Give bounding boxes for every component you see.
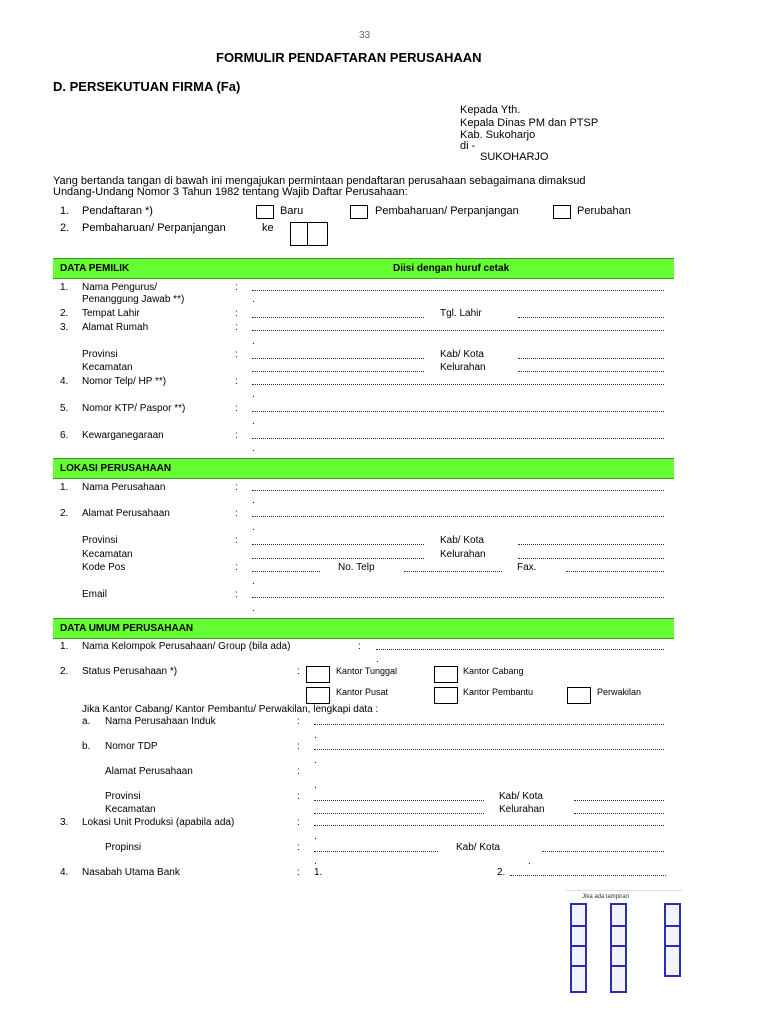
- item-number: 3.: [60, 817, 69, 828]
- field-label: Nasabah Utama Bank: [82, 867, 180, 878]
- section-bar-title: DATA PEMILIK: [60, 263, 130, 274]
- no-telp-field[interactable]: [404, 571, 502, 572]
- field-label: Kelurahan: [499, 804, 545, 815]
- kab-kota-field[interactable]: [518, 544, 664, 545]
- field-label: Email: [82, 589, 108, 600]
- field-label: Kab/ Kota: [440, 349, 484, 360]
- kewarganegaraan-field[interactable]: [252, 438, 664, 439]
- option-label: Perwakilan: [597, 687, 642, 697]
- field-label: No. Telp: [338, 562, 375, 573]
- field-label: Nomor Telp/ HP **): [82, 376, 167, 387]
- field-label: Nomor TDP: [105, 741, 158, 752]
- colon: :: [358, 641, 361, 652]
- item-number: 1.: [60, 282, 69, 293]
- field-label: Kecamatan: [82, 362, 133, 373]
- dot: .: [528, 856, 531, 867]
- intro-line: Yang bertanda tangan di bawah ini mengajukan permintaan pendaftaran perusahaan sebagaimana dimaksud: [53, 175, 586, 187]
- colon: :: [297, 842, 300, 853]
- item-number: 3.: [60, 322, 69, 333]
- colon: :: [297, 716, 300, 727]
- nama-perusahaan-field[interactable]: [252, 490, 664, 491]
- item-letter: b.: [82, 741, 91, 752]
- dot: .: [376, 654, 379, 665]
- field-label: Tempat Lahir: [82, 308, 140, 319]
- recipient-line: Kab. Sukoharjo: [460, 129, 536, 141]
- tempat-lahir-field[interactable]: [252, 317, 424, 318]
- colon: :: [235, 508, 238, 519]
- item-number: 5.: [60, 403, 69, 414]
- dot: .: [314, 730, 317, 741]
- thumbnail-column: [664, 903, 681, 977]
- intro-line: Undang-Undang Nomor 3 Tahun 1982 tentang Wajib Daftar Perusahaan:: [53, 186, 408, 198]
- option-baru-label: Baru: [280, 205, 304, 217]
- alamat-perusahaan-field[interactable]: [252, 516, 664, 517]
- kelurahan-field[interactable]: [518, 558, 664, 559]
- dot: .: [252, 495, 255, 506]
- dot: .: [252, 294, 255, 305]
- field-label: Lokasi Unit Produksi (apabila ada): [82, 817, 235, 828]
- kelompok-perusahaan-field[interactable]: [376, 649, 664, 650]
- field-label: Kab/ Kota: [440, 535, 484, 546]
- dot: .: [252, 603, 255, 614]
- nomor-ktp-field[interactable]: [252, 411, 664, 412]
- item-number: 2.: [60, 508, 69, 519]
- checkbox-baru[interactable]: [256, 205, 274, 219]
- section-bar-lokasi-perusahaan: [53, 458, 674, 479]
- kab-kota-field[interactable]: [518, 358, 664, 359]
- colon: :: [235, 482, 238, 493]
- field-label: Nama Pengurus/: [82, 282, 158, 293]
- field-label: Nama Perusahaan: [82, 482, 166, 493]
- kecamatan-field[interactable]: [314, 813, 484, 814]
- kode-pos-field[interactable]: [252, 571, 320, 572]
- item-number: 1.: [60, 482, 69, 493]
- item-number: 2.: [60, 308, 69, 319]
- page-number: 33: [359, 30, 371, 38]
- field-label: Propinsi: [105, 842, 142, 853]
- field-label: Status Perusahaan *): [82, 666, 178, 677]
- nomor-tdp-field[interactable]: [314, 749, 664, 750]
- unit-produksi-field[interactable]: [314, 825, 664, 826]
- renewal-label: Pembaharuan/ Perpanjangan: [82, 222, 226, 234]
- checkbox-perubahan[interactable]: [553, 205, 571, 219]
- propinsi-field[interactable]: [314, 851, 438, 852]
- colon: :: [235, 430, 238, 441]
- section-bar-data-umum-perusahaan: [53, 618, 674, 639]
- section-bar-note: Diisi dengan huruf cetak: [393, 263, 510, 274]
- recipient-line: di -: [460, 140, 476, 152]
- colon: :: [297, 867, 300, 878]
- provinsi-field[interactable]: [314, 800, 484, 801]
- checkbox-kantor-pusat[interactable]: [306, 687, 330, 704]
- colon: :: [297, 766, 300, 777]
- field-label: Kab/ Kota: [456, 842, 500, 853]
- dot: .: [314, 755, 317, 766]
- renewal-ke-label: ke: [262, 222, 274, 234]
- option-label: Kantor Pembantu: [463, 687, 534, 697]
- dot: .: [314, 831, 317, 842]
- registration-label: Pendaftaran *): [82, 205, 153, 217]
- field-label: Penanggung Jawab **): [82, 294, 185, 305]
- field-label: Provinsi: [82, 349, 118, 360]
- option-label: Kantor Cabang: [463, 666, 524, 676]
- option-label: Kantor Tunggal: [336, 666, 398, 676]
- dot: .: [252, 336, 255, 347]
- item-number: 2.: [60, 666, 69, 677]
- kelurahan-field[interactable]: [574, 813, 664, 814]
- thumbnail-column: [570, 903, 587, 993]
- bank-number: 1.: [314, 867, 323, 878]
- renewal-count-box[interactable]: [307, 222, 328, 246]
- field-label: Alamat Perusahaan: [105, 766, 193, 777]
- item-number: 4.: [60, 376, 69, 387]
- branch-note: Jika Kantor Cabang/ Kantor Pembantu/ Perwakilan, lengkapi data :: [82, 704, 379, 715]
- colon: :: [297, 666, 300, 677]
- dot: .: [252, 522, 255, 533]
- kab-kota-field[interactable]: [542, 851, 664, 852]
- option-perubahan-label: Perubahan: [577, 205, 631, 217]
- dot: .: [252, 416, 255, 427]
- field-label: Kecamatan: [82, 549, 133, 560]
- colon: :: [235, 589, 238, 600]
- checkbox-kantor-pembantu[interactable]: [434, 687, 458, 704]
- section-bar-title: DATA UMUM PERUSAHAAN: [60, 623, 194, 634]
- provinsi-field[interactable]: [252, 544, 424, 545]
- checkbox-kantor-tunggal[interactable]: [306, 666, 330, 683]
- alamat-rumah-field[interactable]: [252, 330, 664, 331]
- field-label: Tgl. Lahir: [440, 308, 482, 319]
- recipient-line: SUKOHARJO: [480, 151, 549, 163]
- section-bar-title: LOKASI PERUSAHAAN: [60, 463, 172, 474]
- kab-kota-field[interactable]: [574, 800, 664, 801]
- dot: .: [314, 780, 317, 791]
- field-label: Alamat Rumah: [82, 322, 149, 333]
- colon: :: [235, 562, 238, 573]
- kecamatan-field[interactable]: [252, 558, 424, 559]
- item-number: 2.: [60, 222, 70, 234]
- thumbnail-caption: Jika ada lampiran: [582, 894, 630, 900]
- perusahaan-induk-field[interactable]: [314, 724, 664, 725]
- checkbox-perwakilan[interactable]: [567, 687, 591, 704]
- item-number: 6.: [60, 430, 69, 441]
- field-label: Provinsi: [82, 535, 118, 546]
- dot: .: [252, 443, 255, 454]
- kelurahan-field[interactable]: [518, 371, 664, 372]
- nama-pengurus-field[interactable]: [252, 290, 664, 291]
- bank-2-field[interactable]: [510, 875, 666, 876]
- recipient-line: Kepada Yth.: [460, 104, 521, 116]
- nomor-telp-field[interactable]: [252, 384, 664, 385]
- section-heading: D. PERSEKUTUAN FIRMA (Fa): [53, 79, 241, 94]
- checkbox-pembaharuan[interactable]: [350, 205, 368, 219]
- colon: :: [235, 403, 238, 414]
- field-label: Kode Pos: [82, 562, 126, 573]
- item-number: 4.: [60, 867, 69, 878]
- fax-field[interactable]: [566, 571, 664, 572]
- dot: .: [252, 576, 255, 587]
- field-label: Kelurahan: [440, 362, 486, 373]
- tgl-lahir-field[interactable]: [518, 317, 664, 318]
- option-label: Kantor Pusat: [336, 687, 389, 697]
- email-field[interactable]: [252, 597, 664, 598]
- colon: :: [297, 817, 300, 828]
- dot: .: [252, 389, 255, 400]
- checkbox-kantor-cabang[interactable]: [434, 666, 458, 683]
- field-label: Kecamatan: [105, 804, 156, 815]
- field-label: Provinsi: [105, 791, 141, 802]
- renewal-count-box[interactable]: [290, 222, 308, 246]
- field-label: Fax.: [517, 562, 537, 573]
- colon: :: [235, 322, 238, 333]
- dot: .: [314, 856, 317, 867]
- form-title: FORMULIR PENDAFTARAN PERUSAHAAN: [216, 50, 482, 65]
- option-pembaharuan-label: Pembaharuan/ Perpanjangan: [375, 205, 519, 217]
- colon: :: [235, 308, 238, 319]
- bank-number: 2.: [497, 867, 506, 878]
- recipient-line: Kepala Dinas PM dan PTSP: [460, 117, 599, 129]
- item-number: 1.: [60, 641, 69, 652]
- colon: :: [235, 349, 238, 360]
- provinsi-field[interactable]: [252, 358, 424, 359]
- section-bar-data-pemilik: [53, 258, 674, 279]
- colon: :: [297, 741, 300, 752]
- attachment-thumbnail: [566, 890, 682, 999]
- field-label: Nama Kelompok Perusahaan/ Group (bila ada): [82, 641, 291, 652]
- field-label: Nama Perusahaan Induk: [105, 716, 216, 727]
- thumbnail-column: [610, 903, 627, 993]
- colon: :: [235, 282, 238, 293]
- field-label: Nomor KTP/ Paspor **): [82, 403, 186, 414]
- field-label: Kab/ Kota: [499, 791, 543, 802]
- item-number: 1.: [60, 205, 70, 217]
- field-label: Alamat Perusahaan: [82, 508, 170, 519]
- colon: :: [235, 376, 238, 387]
- field-label: Kelurahan: [440, 549, 486, 560]
- item-letter: a.: [82, 716, 91, 727]
- colon: :: [297, 791, 300, 802]
- colon: :: [235, 535, 238, 546]
- kecamatan-field[interactable]: [252, 371, 424, 372]
- field-label: Kewarganegaraan: [82, 430, 164, 441]
